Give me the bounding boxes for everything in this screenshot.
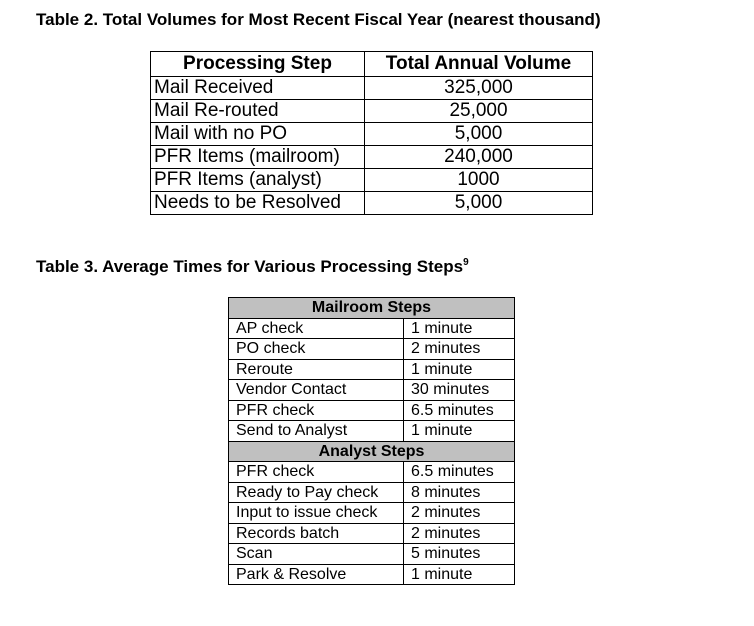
table-row [151,77,593,100]
time-cell: 6.5 minutes [404,462,515,483]
table-row [229,339,515,360]
table3-caption-text: Table 3. Average Times for Various Processing Steps [36,257,464,276]
step-cell: PFR Items (mailroom) [151,146,365,169]
section-header-row [229,441,515,462]
table-row [229,523,515,544]
step-cell: Send to Analyst [229,421,404,442]
volume-cell: 1000 [365,169,593,192]
step-cell: Mail Received [151,77,365,100]
time-cell: 1 minute [404,359,515,380]
time-cell: 1 minute [404,421,515,442]
table-row [229,318,515,339]
step-cell: Input to issue check [229,503,404,524]
step-cell: Vendor Contact [229,380,404,401]
table2-caption: Table 2. Total Volumes for Most Recent Fiscal Year (nearest thousand) [36,10,601,29]
step-cell: Park & Resolve [229,564,404,585]
table-row [229,380,515,401]
volume-cell: 5,000 [365,123,593,146]
section-header-mailroom: Mailroom Steps [229,298,515,319]
table-row [151,192,593,215]
step-cell: PO check [229,339,404,360]
table-row [229,564,515,585]
volume-cell: 240,000 [365,146,593,169]
time-cell: 6.5 minutes [404,400,515,421]
volume-cell: 325,000 [365,77,593,100]
step-cell: PFR Items (analyst) [151,169,365,192]
table-row [229,359,515,380]
column-header-total-annual-volume: Total Annual Volume [365,52,593,77]
step-cell: AP check [229,318,404,339]
table-row [229,503,515,524]
step-cell: Ready to Pay check [229,482,404,503]
step-cell: Reroute [229,359,404,380]
volume-cell: 25,000 [365,100,593,123]
step-cell: Mail with no PO [151,123,365,146]
table-row [229,400,515,421]
volumes-table [150,51,593,215]
table-row [151,123,593,146]
table-row [229,544,515,565]
time-cell: 8 minutes [404,482,515,503]
processing-times-table [228,297,515,585]
step-cell: Scan [229,544,404,565]
table-row [151,100,593,123]
section-header-row [229,298,515,319]
table-header-row [151,52,593,77]
table-row [229,462,515,483]
time-cell: 5 minutes [404,544,515,565]
table-row [151,169,593,192]
time-cell: 2 minutes [404,339,515,360]
time-cell: 2 minutes [404,503,515,524]
table-row [229,421,515,442]
step-cell: Mail Re-routed [151,100,365,123]
step-cell: Records batch [229,523,404,544]
time-cell: 1 minute [404,318,515,339]
time-cell: 30 minutes [404,380,515,401]
step-cell: Needs to be Resolved [151,192,365,215]
table-row [229,482,515,503]
volume-cell: 5,000 [365,192,593,215]
section-header-analyst: Analyst Steps [229,441,515,462]
table-row [151,146,593,169]
time-cell: 2 minutes [404,523,515,544]
table3-caption [36,257,469,277]
column-header-processing-step: Processing Step [151,52,365,77]
step-cell: PFR check [229,462,404,483]
step-cell: PFR check [229,400,404,421]
footnote-reference: 9 [463,257,469,268]
time-cell: 1 minute [404,564,515,585]
